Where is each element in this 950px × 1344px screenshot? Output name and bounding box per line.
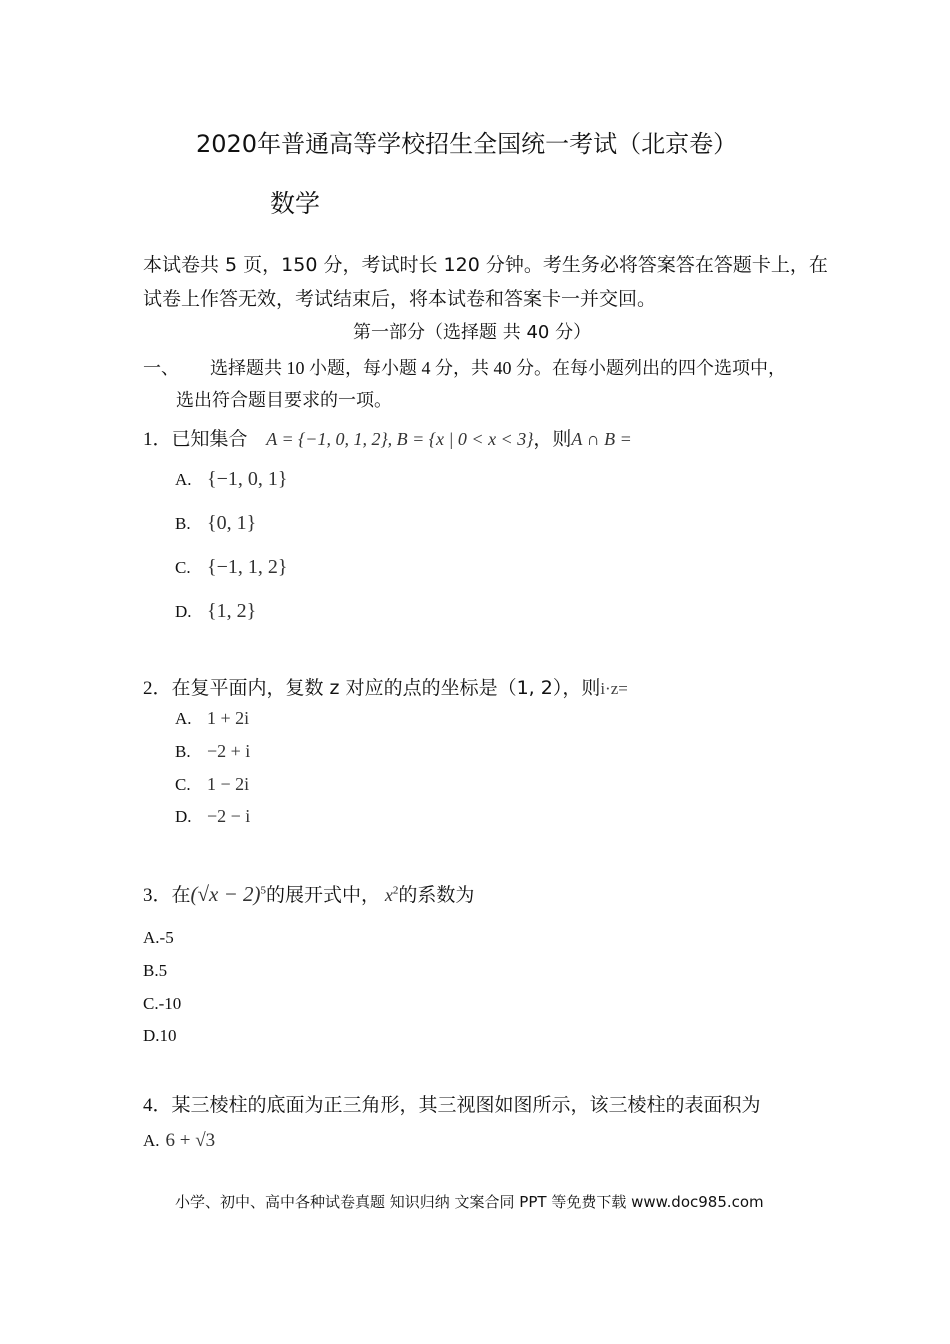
part1-heading: 第一部分（选择题 共 40 分） <box>353 322 592 343</box>
question-2-ask: i·z= <box>600 679 628 698</box>
question-3-stem-pre: 在 <box>171 884 191 906</box>
q4-option-a-label: A. <box>143 1131 160 1150</box>
q1-option-c[interactable] <box>175 556 287 579</box>
question-3-stem-mid: 的展开式中， <box>266 884 381 906</box>
q1-option-b-value: {0, 1} <box>207 512 257 534</box>
q1-option-a-value: {−1, 0, 1} <box>207 468 288 490</box>
q2-option-a-value: 1 + 2i <box>207 708 250 728</box>
question-1 <box>143 424 632 451</box>
question-3-exponent: 5 <box>260 884 267 897</box>
question-1-ask: A ∩ B = <box>571 429 632 449</box>
q2-option-c-value: 1 − 2i <box>207 774 250 794</box>
q1-option-d-label: D. <box>175 602 192 621</box>
q1-option-d-value: {1, 2} <box>207 600 257 622</box>
q1-option-c-label: C. <box>175 558 191 577</box>
question-3-stem-post: 的系数为 <box>398 884 475 906</box>
instructions-line-2: 试卷上作答无效，考试结束后，将本试卷和答案卡一并交回。 <box>143 288 657 310</box>
q1-option-a-label: A. <box>175 470 192 489</box>
section-number: 一、 <box>143 358 179 378</box>
q2-option-a-label: A. <box>175 709 192 728</box>
question-1-number: 1． <box>143 429 172 450</box>
question-4 <box>143 1090 761 1117</box>
q2-option-c-label: C. <box>175 775 191 794</box>
question-3-term: x <box>384 885 393 905</box>
q3-option-d[interactable]: D.10 <box>143 1026 177 1045</box>
question-1-stem: 已知集合 <box>171 428 248 450</box>
question-2-stem: 在复平面内，复数 z 对应的点的坐标是（1, 2），则 <box>171 677 601 699</box>
q1-option-c-value: {−1, 1, 2} <box>207 556 288 578</box>
q3-option-b[interactable]: B.5 <box>143 961 168 980</box>
section-description-1: 选择题共 10 小题，每小题 4 分，共 40 分。在每小题列出的四个选项中， <box>210 358 786 378</box>
q3-option-a[interactable]: A.-5 <box>143 928 174 947</box>
q1-option-a[interactable] <box>175 468 287 491</box>
question-2 <box>143 673 628 700</box>
question-1-then: ，则 <box>533 428 572 450</box>
question-4-number: 4． <box>143 1095 172 1116</box>
q2-option-a[interactable] <box>175 708 249 729</box>
footer-text: 小学、初中、高中各种试卷真题 知识归纳 文案合同 PPT 等免费下载 www.doc985.com <box>175 1193 764 1211</box>
q3-option-c[interactable]: C.-10 <box>143 994 182 1013</box>
q2-option-d[interactable] <box>175 806 250 827</box>
section-description-2: 选出符合题目要求的一项。 <box>176 390 392 410</box>
q4-option-a[interactable] <box>143 1130 215 1152</box>
question-2-number: 2． <box>143 678 172 699</box>
question-3-expression: (√x − 2) <box>190 882 261 906</box>
q4-option-a-value: 6 + √3 <box>165 1130 216 1151</box>
question-1-sets: A = {−1, 0, 1, 2}, B = {x | 0 < x < 3} <box>266 429 534 449</box>
q2-option-b-value: −2 + i <box>207 741 251 761</box>
q2-option-b[interactable] <box>175 741 250 762</box>
question-3 <box>143 880 474 907</box>
q2-option-d-label: D. <box>175 807 192 826</box>
q1-option-d[interactable] <box>175 600 256 623</box>
question-4-stem: 某三棱柱的底面为正三角形，其三视图如图所示，该三棱柱的表面积为 <box>171 1094 761 1116</box>
question-3-number: 3． <box>143 885 172 906</box>
question-3-term-exponent: 2 <box>392 884 399 897</box>
q2-option-b-label: B. <box>175 742 191 761</box>
instructions-line-1: 本试卷共 5 页，150 分，考试时长 120 分钟。考生务必将答案答在答题卡上，在 <box>143 254 828 276</box>
subject-title: 数学 <box>270 189 321 218</box>
q2-option-d-value: −2 − i <box>207 806 251 826</box>
q2-option-c[interactable] <box>175 774 249 795</box>
q1-option-b[interactable] <box>175 512 256 535</box>
exam-title: 2020年普通高等学校招生全国统一考试（北京卷） <box>196 130 738 158</box>
q1-option-b-label: B. <box>175 514 191 533</box>
